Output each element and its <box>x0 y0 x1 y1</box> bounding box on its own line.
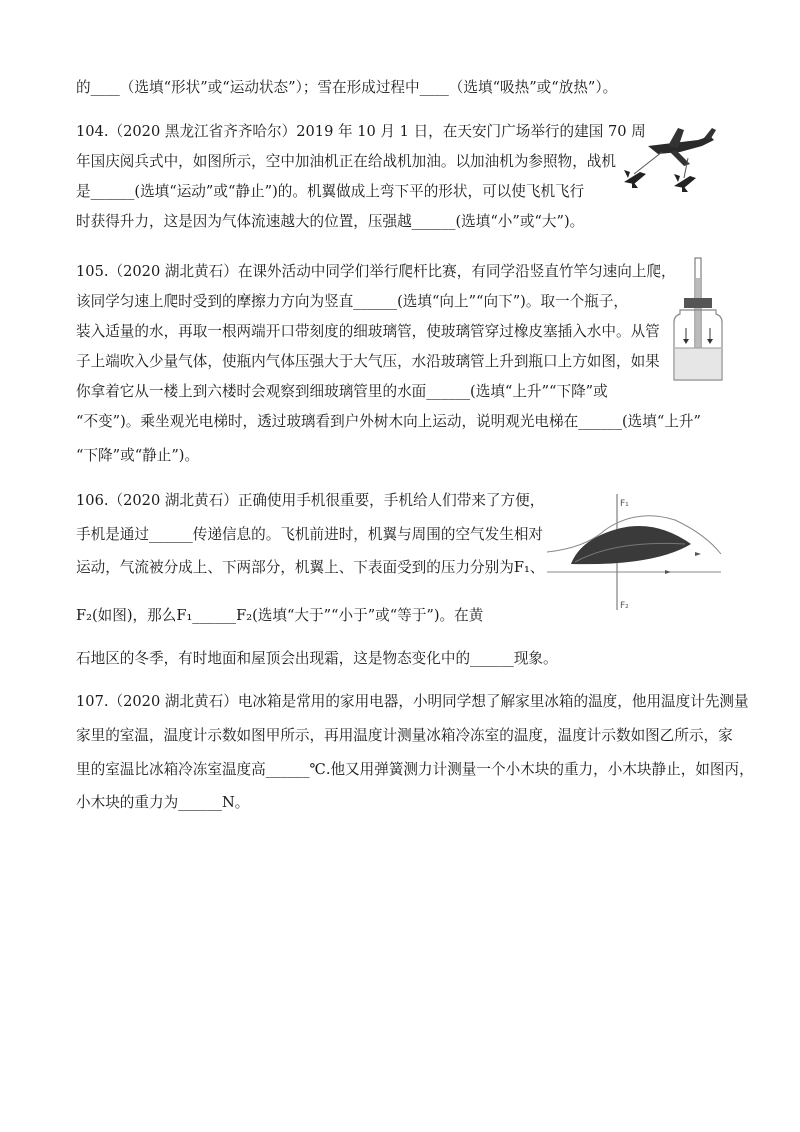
question-106-line-4: F₂(如图)，那么F₁______F₂(选填“大于”“小于”或“等于”)。在黄 <box>76 607 484 624</box>
airfoil-pressure-figure <box>545 490 723 614</box>
question-107-line-3: 里的室温比冰箱冷冻室温度高______℃.他又用弹簧测力计测量一个小木块的重力，小木块静止，如图丙， <box>76 761 754 778</box>
question-105-line-5: 你拿着它从一楼上到六楼时会观察到细玻璃管里的水面______(选填“上升”“下降”或 <box>76 383 608 400</box>
question-107-line-1: 107.（2020 湖北黄石）电冰箱是常用的家用电器，小明同学想了解家里冰箱的温度，他用温度计先测量 <box>76 693 749 710</box>
force-f2-label: F₂ <box>620 601 629 611</box>
question-106-line-2: 手机是通过______传递信息的。飞机前进时，机翼与周围的空气发生相对 <box>76 526 544 543</box>
question-104-line-3: 是______(选填“运动”或“静止”)的。机翼做成上弯下平的形状，可以使飞机飞行 <box>76 183 585 200</box>
question-106-line-1: 106.（2020 湖北黄石）正确使用手机很重要，手机给人们带来了方便， <box>76 492 545 509</box>
question-prev-line-1: 的____（选填“形状”或“运动状态”）；雪在形成过程中____（选填“吸热”或“放热”）。 <box>76 79 618 96</box>
question-104-line-4: 时获得升力，这是因为气体流速越大的位置，压强越______(选填“小”或“大”)。 <box>76 213 585 230</box>
question-106-line-3: 运动，气流被分成上、下两部分，机翼上、下表面受到的压力分别为F₁、 <box>76 559 545 576</box>
question-105-line-2: 该同学匀速上爬时受到的摩擦力方向为竖直______(选填“向上”“向下”)。取一个瓶子， <box>76 293 629 310</box>
question-105-line-7: “下降”或“静止”)。 <box>76 447 200 464</box>
question-107-line-4: 小木块的重力为______N。 <box>76 794 250 811</box>
bottle-glass-tube-figure <box>666 256 730 386</box>
force-f1-label: F₁ <box>620 499 629 509</box>
refueling-aircraft-figure <box>618 118 726 200</box>
question-106-line-5: 石地区的冬季，有时地面和屋顶会出现霜，这是物态变化中的______现象。 <box>76 650 558 667</box>
question-107-line-2: 家里的室温，温度计示数如图甲所示，再用温度计测量冰箱冷冻室的温度，温度计示数如图乙所示，家 <box>76 727 733 744</box>
question-105-line-3: 装入适量的水，再取一根两端开口带刻度的细玻璃管，使玻璃管穿过橡皮塞插入水中。从管 <box>76 323 660 340</box>
question-105-line-1: 105.（2020 湖北黄石）在课外活动中同学们举行爬杆比赛，有同学沿竖直竹竿匀速向上爬， <box>76 263 676 280</box>
question-105-line-4: 子上端吹入少量气体，使瓶内气体压强大于大气压，水沿玻璃管上升到瓶口上方如图，如果 <box>76 353 660 370</box>
question-104-line-1: 104.（2020 黑龙江省齐齐哈尔）2019 年 10 月 1 日，在天安门广场举行的建国 70 周 <box>76 123 646 140</box>
question-104-line-2: 年国庆阅兵式中，如图所示，空中加油机正在给战机加油。以加油机为参照物，战机 <box>76 153 616 170</box>
question-105-line-6: “不变”)。乘坐观光电梯时，透过玻璃看到户外树木向上运动，说明观光电梯在______(选填“上升” <box>76 413 701 430</box>
